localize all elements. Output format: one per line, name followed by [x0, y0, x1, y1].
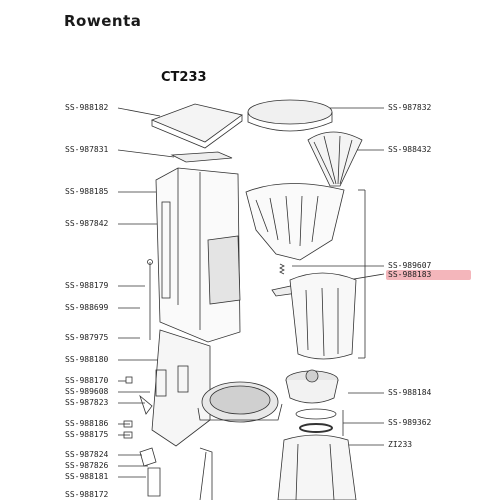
- switch-part: [126, 377, 132, 383]
- part-label: SS-987824: [65, 450, 109, 459]
- part-label: SS-988699: [65, 303, 109, 312]
- base-column-part: [152, 330, 210, 446]
- carafe-lid-part-body: [286, 380, 338, 403]
- part-label: SS-988175: [65, 430, 109, 439]
- part-label: SS-988182: [65, 103, 109, 112]
- part-label: SS-988180: [65, 355, 109, 364]
- connector-part: [140, 448, 156, 466]
- part-label: SS-988184: [388, 388, 432, 397]
- carafe-part: [278, 435, 356, 500]
- part-label: SS-989608: [65, 387, 109, 396]
- part-label: SS-989362: [388, 418, 432, 427]
- part-label: SS-989607: [388, 261, 432, 270]
- reservoir-window: [208, 236, 240, 304]
- part-label: SS-987826: [65, 461, 109, 470]
- highlighted-part-label: SS-988183: [386, 270, 471, 280]
- brand-logo: Rowenta: [64, 12, 142, 30]
- model-title: CT233: [161, 70, 207, 85]
- seal-part: [296, 409, 336, 419]
- cord-part: [148, 468, 160, 496]
- part-label: SS-987842: [65, 219, 109, 228]
- part-label: SS-988170: [65, 376, 109, 385]
- cover-strip-part: [172, 152, 232, 162]
- bracket-part: [140, 396, 152, 414]
- carafe-lid-knob: [306, 370, 318, 382]
- leader-line: [118, 108, 160, 116]
- part-label: SS-988185: [65, 187, 109, 196]
- filter-cone-part: [308, 132, 362, 186]
- cord-part: [200, 448, 212, 500]
- part-label: ZI233: [388, 440, 413, 449]
- filter-lid-part: [248, 100, 332, 124]
- part-label: SS-987823: [65, 398, 109, 407]
- part-label: SS-988181: [65, 472, 109, 481]
- filter-holder-part: [246, 183, 344, 260]
- part-label: SS-988179: [65, 281, 109, 290]
- leader-line: [118, 150, 174, 157]
- part-label: SS-988186: [65, 419, 109, 428]
- part-label: SS-988432: [388, 145, 432, 154]
- lid-part: [152, 104, 242, 142]
- spring-part: [280, 264, 284, 274]
- hotplate-part-inner: [210, 386, 270, 414]
- part-label: SS-987832: [388, 103, 432, 112]
- part-label: SS-987831: [65, 145, 109, 154]
- part-label: SS-988172: [65, 490, 109, 499]
- part-label: SS-987975: [65, 333, 109, 342]
- seal-part: [300, 424, 332, 432]
